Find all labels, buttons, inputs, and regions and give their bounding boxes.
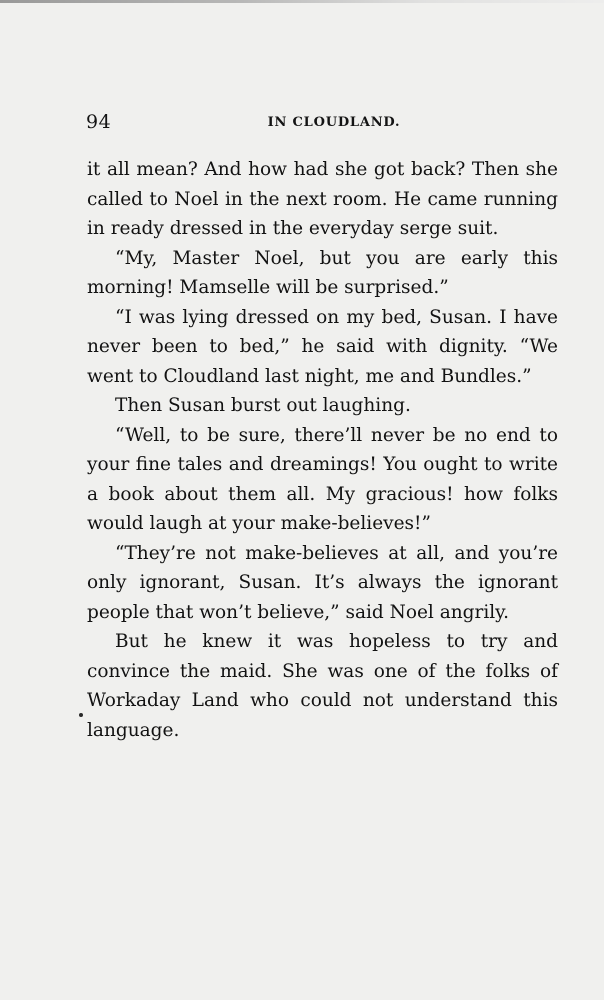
running-title: IN CLOUDLAND. — [267, 115, 401, 130]
body-text — [87, 155, 558, 745]
paragraph: “They’re not make-believes at all, and you’re only ignorant, Susan. It’s always the ignorant people that won’t believe,” said Noel angrily. — [87, 542, 558, 623]
page-number: 94 — [86, 111, 112, 133]
scan-edge-shadow — [0, 0, 604, 3]
ink-speck — [79, 713, 83, 717]
page-header — [86, 112, 558, 142]
paragraph: “Well, to be sure, there’ll never be no end to your fine tales and dreamings! You ought to write a book about them all. My gracious! how folks would laugh at your make-believes!” — [87, 424, 558, 534]
paragraph: “My, Master Noel, but you are early this morning! Mamselle will be surprised.” — [87, 247, 558, 298]
paragraph: But he knew it was hopeless to try and convince the maid. She was one of the folks of Workaday Land who could not understand this language. — [87, 631, 558, 741]
paragraph: “I was lying dressed on my bed, Susan. I have never been to bed,” he said with dignity. “We went to Cloudland last night, me and Bundles.” — [87, 306, 558, 387]
paragraph: Then Susan burst out laughing. — [115, 395, 411, 416]
paragraph: it all mean? And how had she got back? Then she called to Noel in the next room. He came running in ready dressed in the everyday serge suit. — [87, 159, 558, 239]
